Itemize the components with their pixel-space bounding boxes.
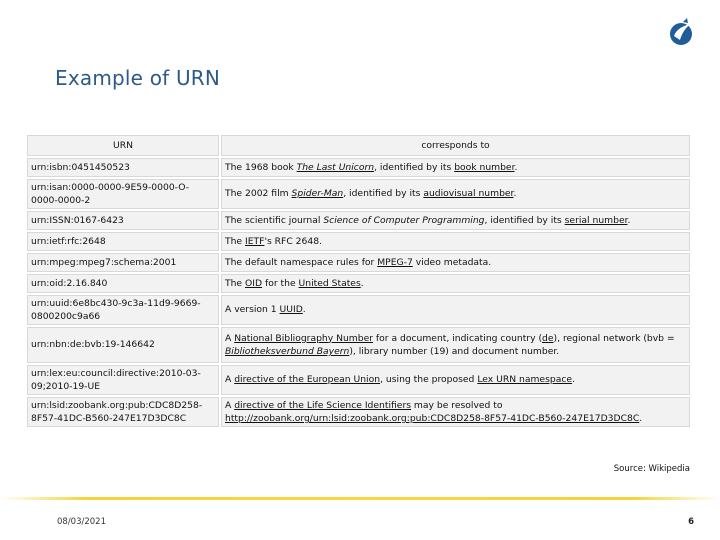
source-note: Source: Wikipedia bbox=[613, 464, 690, 474]
table-row bbox=[27, 327, 690, 363]
description-link[interactable]: directive of the European Union bbox=[234, 374, 381, 386]
page-number: 6 bbox=[688, 517, 694, 527]
description-text: for the bbox=[262, 277, 299, 289]
description-text: ), regional network (bvb = bbox=[553, 332, 675, 344]
description-link[interactable]: UUID bbox=[279, 304, 303, 316]
description-text: , identified by its bbox=[374, 161, 455, 173]
urn-cell: urn:isbn:0451450523 bbox=[27, 158, 219, 177]
description-text: 's RFC 2648. bbox=[264, 235, 322, 247]
description-text: . bbox=[572, 374, 575, 386]
table-row bbox=[27, 211, 690, 230]
description-text: , identified by its bbox=[484, 214, 565, 226]
description-link[interactable]: Lex URN namespace bbox=[477, 374, 573, 386]
table-row bbox=[27, 295, 690, 325]
description-link[interactable]: serial number bbox=[564, 214, 628, 226]
description-text: The 1968 book bbox=[225, 161, 297, 173]
description-cell bbox=[221, 158, 690, 177]
description-text: The scientific journal bbox=[225, 214, 324, 226]
description-text: . bbox=[627, 214, 631, 226]
urn-cell: urn:nbn:de:bvb:19-146642 bbox=[27, 327, 219, 363]
urn-cell: urn:isan:0000-0000-9E59-0000-O-0000-0000-2 bbox=[27, 179, 219, 209]
description-text: ), library number (19) and document number. bbox=[349, 346, 560, 357]
table-row bbox=[27, 397, 690, 427]
description-text: The bbox=[225, 277, 246, 289]
description-link[interactable]: Bibliotheksverbund Bayern bbox=[225, 346, 350, 357]
footer-date: 08/03/2021 bbox=[57, 517, 106, 527]
table-header-row bbox=[27, 135, 690, 156]
description-cell bbox=[221, 397, 690, 427]
description-link[interactable]: IETF bbox=[245, 235, 265, 247]
table-row bbox=[27, 232, 690, 251]
description-text: A bbox=[225, 332, 235, 344]
description-link[interactable]: United States bbox=[298, 277, 361, 289]
description-link[interactable]: MPEG-7 bbox=[377, 256, 413, 268]
column-header-corresponds-to: corresponds to bbox=[221, 135, 690, 156]
description-text: , using the proposed bbox=[380, 374, 478, 386]
description-text: A bbox=[225, 399, 235, 411]
description-link[interactable]: audiovisual number bbox=[423, 188, 514, 200]
table-row bbox=[27, 274, 690, 293]
description-text: . bbox=[639, 413, 643, 424]
footer-divider bbox=[0, 497, 720, 500]
description-cell bbox=[221, 253, 690, 272]
urn-cell: urn:lex:eu:council:directive:2010-03-09;2010-19-UE bbox=[27, 365, 219, 395]
description-text: , identified by its bbox=[343, 188, 424, 200]
description-text: may be resolved to bbox=[411, 399, 503, 411]
description-text: . bbox=[514, 161, 518, 173]
table-body bbox=[27, 158, 690, 427]
description-text: A version 1 bbox=[225, 304, 280, 316]
urn-cell: urn:oid:2.16.840 bbox=[27, 274, 219, 293]
table-row bbox=[27, 158, 690, 177]
urn-cell: urn:ietf:rfc:2648 bbox=[27, 232, 219, 251]
description-cell bbox=[221, 232, 690, 251]
description-link[interactable]: Spider-Man bbox=[291, 188, 344, 200]
description-cell bbox=[221, 327, 690, 363]
description-text: A bbox=[225, 374, 235, 386]
description-text: Science of Computer Programming bbox=[323, 214, 485, 226]
urn-cell: urn:ISSN:0167-6423 bbox=[27, 211, 219, 230]
description-text: . bbox=[513, 188, 517, 200]
description-cell bbox=[221, 295, 690, 325]
logo-icon bbox=[668, 18, 694, 48]
description-text: for a document, indicating country ( bbox=[373, 332, 543, 344]
description-link[interactable]: de bbox=[542, 332, 554, 344]
description-cell bbox=[221, 274, 690, 293]
urn-cell: urn:uuid:6e8bc430-9c3a-11d9-9669-0800200c9a66 bbox=[27, 295, 219, 325]
description-link[interactable]: The Last Unicorn bbox=[296, 161, 375, 173]
urn-cell: urn:mpeg:mpeg7:schema:2001 bbox=[27, 253, 219, 272]
description-cell bbox=[221, 179, 690, 209]
page-title: Example of URN bbox=[55, 66, 221, 90]
description-text: . bbox=[360, 277, 364, 289]
description-text: The 2002 film bbox=[225, 188, 292, 200]
description-text: The default namespace rules for bbox=[225, 256, 378, 268]
urn-table bbox=[25, 133, 692, 429]
description-text: The bbox=[225, 235, 246, 247]
table-row bbox=[27, 179, 690, 209]
description-text: . bbox=[302, 304, 306, 316]
description-link[interactable]: book number bbox=[454, 161, 515, 173]
description-cell bbox=[221, 211, 690, 230]
description-link[interactable]: OID bbox=[245, 277, 263, 289]
description-text: video metadata. bbox=[412, 256, 492, 268]
table-row bbox=[27, 253, 690, 272]
urn-cell: urn:lsid:zoobank.org:pub:CDC8D258-8F57-41DC-B560-247E17D3DC8C bbox=[27, 397, 219, 427]
description-cell bbox=[221, 365, 690, 395]
description-link[interactable]: directive of the Life Science Identifiers bbox=[234, 399, 412, 411]
description-link[interactable]: National Bibliography Number bbox=[234, 332, 373, 344]
description-link[interactable]: http://zoobank.org/urn:lsid:zoobank.org:pub:CDC8D258-8F57-41DC-B560-247E17D3DC8C bbox=[225, 413, 640, 424]
column-header-urn: URN bbox=[27, 135, 219, 156]
table-row bbox=[27, 365, 690, 395]
